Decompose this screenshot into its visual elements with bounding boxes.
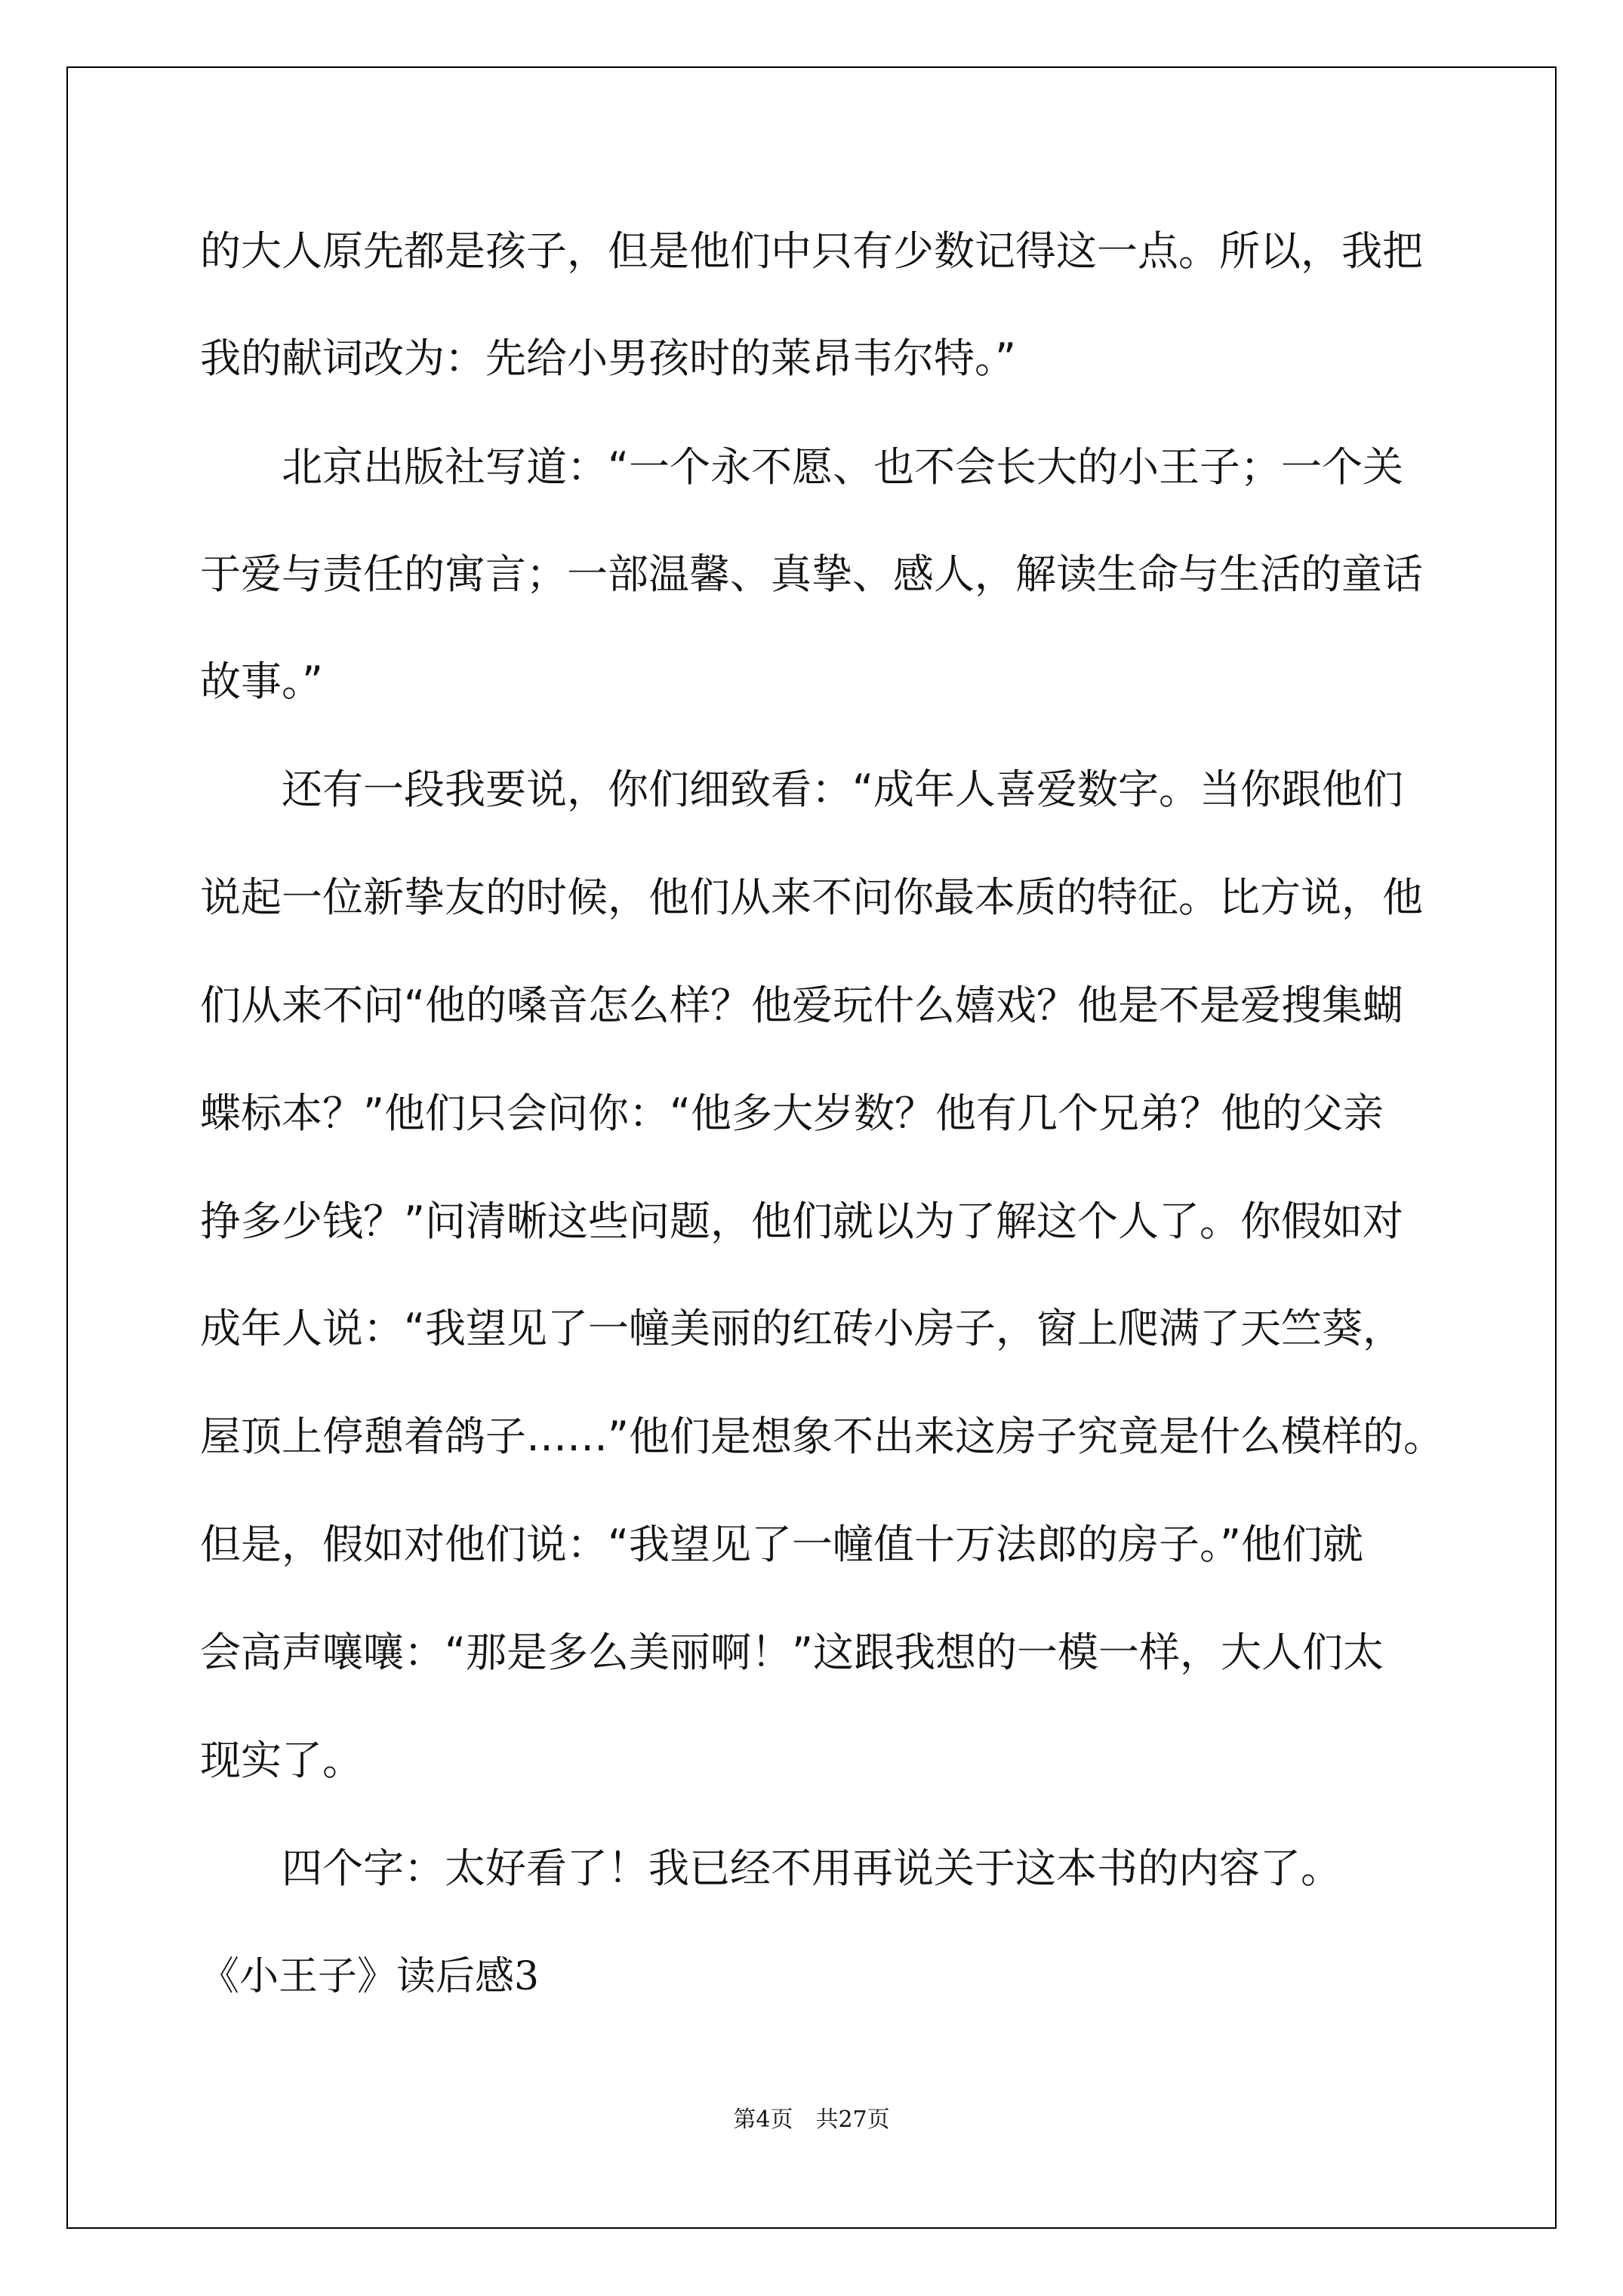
text-line: 们从来不问“他的嗓音怎么样？他爱玩什么嬉戏？他是不是爱搜集蝴: [200, 982, 1403, 1029]
page-border: [66, 66, 1557, 2229]
text-line: 挣多少钱？”问清晰这些问题，他们就以为了解这个人了。你假如对: [200, 1197, 1403, 1245]
text-line: 于爱与责任的寓言；一部温馨、真挚、感人，解读生命与生活的童话: [200, 550, 1423, 598]
text-line: 说起一位新挚友的时候，他们从来不问你最本质的特征。比方说，他: [200, 874, 1423, 921]
text-line: 现实了。: [200, 1737, 363, 1784]
text-line: 我的献词改为：先给小男孩时的莱昂韦尔特。”: [200, 334, 1016, 382]
text-line: 北京出版社写道：“一个永不愿、也不会长大的小王子；一个关: [282, 443, 1403, 491]
text-line: 成年人说：“我望见了一幢美丽的红砖小房子，窗上爬满了天竺葵，: [200, 1305, 1403, 1352]
text-line: 的大人原先都是孩子，但是他们中只有少数记得这一点。所以，我把: [200, 227, 1423, 275]
text-line: 蝶标本？”他们只会问你：“他多大岁数？他有几个兄弟？他的父亲: [200, 1089, 1384, 1137]
text-line: 四个字：太好看了！我已经不用再说关于这本书的内容了。: [282, 1845, 1341, 1892]
text-line: 故事。”: [200, 658, 323, 705]
page-footer: 第4页 共27页: [733, 2106, 890, 2133]
text-line: 但是，假如对他们说：“我望见了一幢值十万法郎的房子。”他们就: [200, 1521, 1363, 1568]
section-heading: 《小王子》读后感3: [200, 1954, 540, 1999]
text-line: 会高声嚷嚷：“那是多么美丽啊！”这跟我想的一模一样，大人们太: [200, 1629, 1384, 1676]
text-line: 屋顶上停憩着鸽子……”他们是想象不出来这房子究竟是什么模样的。: [200, 1413, 1444, 1460]
text-line: 还有一段我要说，你们细致看：“成年人喜爱数字。当你跟他们: [282, 766, 1403, 813]
